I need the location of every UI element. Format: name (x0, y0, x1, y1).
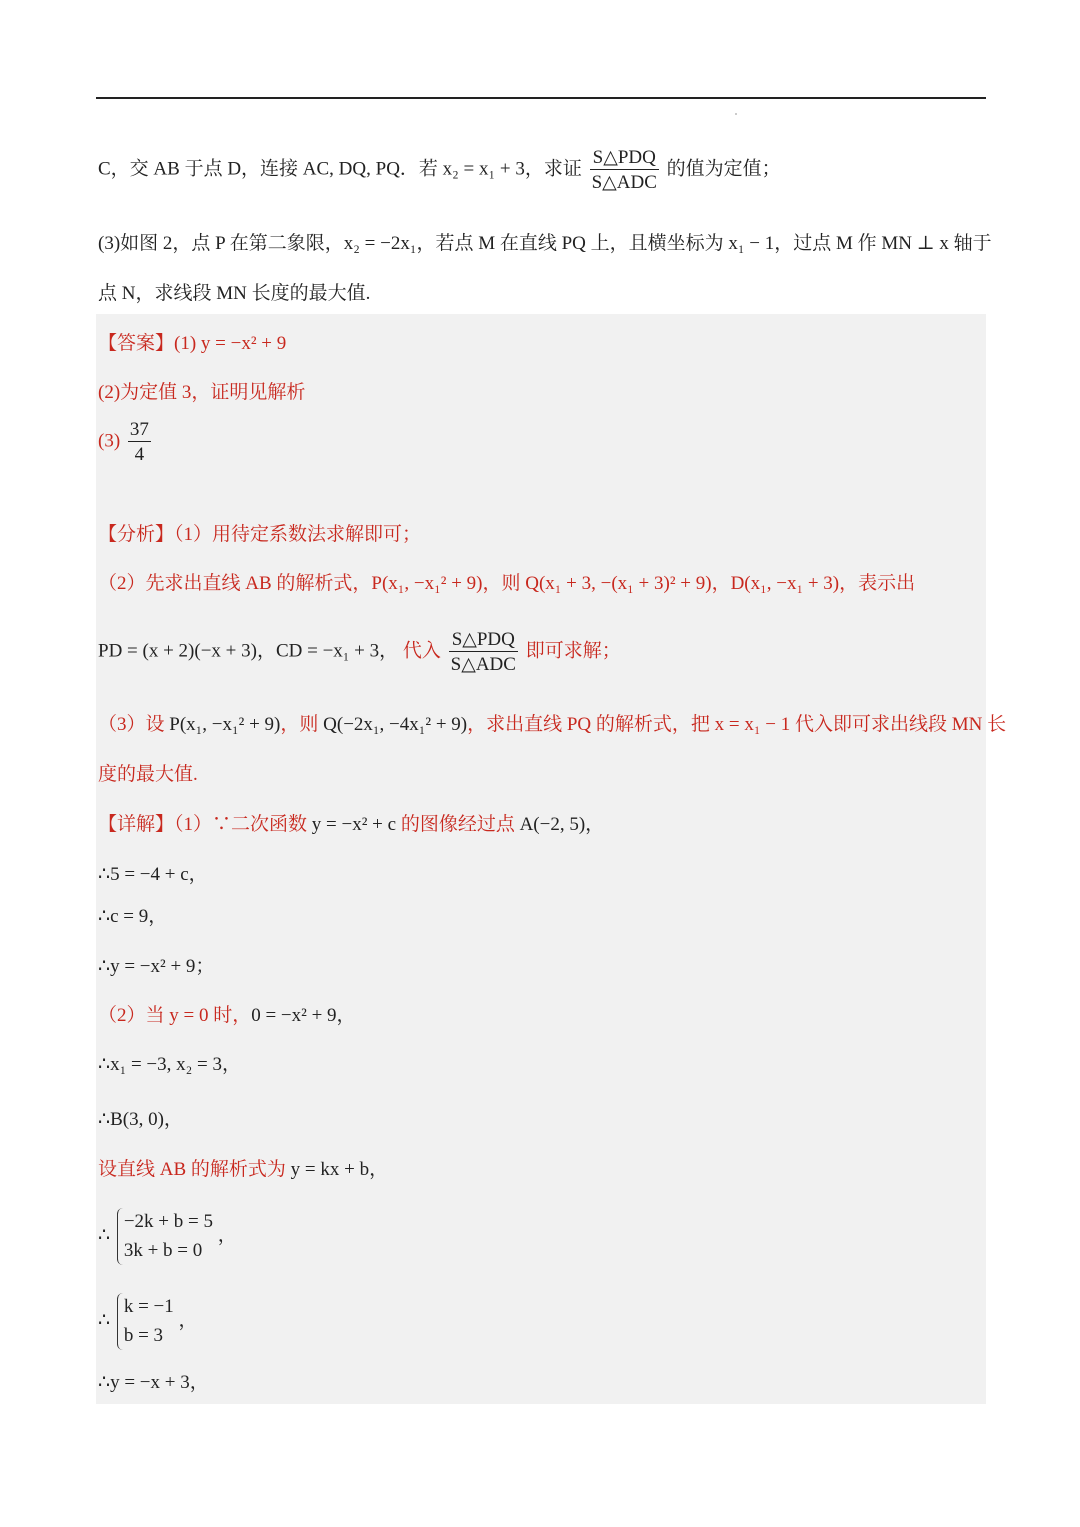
analysis-3-substitute: 代入 (402, 640, 441, 662)
answer-3-numerator: 37 (129, 419, 149, 440)
system-eq-2: b = 3 (123, 1324, 164, 1346)
analysis-2: （2）先求出直线 AB 的解析式，P(x₁, −x₁² + 9)，则 Q(x₁ + 3, −(x₁ + 3)² + 9)，D(x₁, −x₁ + 3)，表示出 (98, 573, 916, 594)
detail-line-1 (98, 815, 604, 834)
problem-part-3-line-2: 点 N，求线段 MN 长度的最大值. (98, 283, 371, 304)
answer-line-1 (98, 334, 286, 353)
detail-1-c: 的图像经过点 (396, 814, 520, 835)
system-eq-1: k = −1 (123, 1296, 174, 1317)
analysis-4-point-q: Q(−2x₁, −4x₁² + 9) (323, 714, 468, 735)
analysis-4-c: ，则 (280, 714, 324, 735)
problem-text: C，交 AB 于点 D，连接 AC, DQ, PQ．若 x₂ = x₁ + 3，求证 (98, 158, 582, 180)
detail-9: ∴y = −x + 3， (98, 1372, 209, 1393)
analysis-line-1 (98, 525, 421, 544)
detail-5-b: 0 = −x² + 9， (251, 1005, 356, 1026)
system-brace (117, 1293, 174, 1350)
fraction-numerator: S△PDQ (590, 148, 659, 170)
equation-system-1 (98, 1208, 237, 1265)
therefore-symbol: ∴ (98, 1224, 111, 1246)
detail-label: 【详解】 (98, 814, 175, 835)
answer-2: (2)为定值 3，证明见解析 (98, 382, 306, 403)
detail-1-d: A(−2, 5) (519, 814, 586, 835)
answer-3-prefix: (3) (98, 430, 121, 452)
detail-5-a: （2）当 y = 0 时， (98, 1005, 252, 1026)
detail-5 (98, 1006, 356, 1025)
answer-1: (1) y = −x² + 9 (174, 333, 287, 354)
fraction-denominator: S△ADC (450, 654, 516, 675)
area-ratio-fraction (590, 148, 659, 192)
answer-label: 【答案】 (98, 333, 175, 354)
therefore-symbol: ∴ (98, 1309, 111, 1331)
system-eq-2: 3k + b = 0 (123, 1239, 203, 1261)
system-brace (117, 1208, 213, 1265)
detail-1-e: ， (585, 814, 605, 835)
analysis-4-e: ，求出直线 PQ 的解析式，把 x = x₁ − 1 代入即可求出线段 MN 长 (467, 714, 1007, 735)
answer-3-denominator: 4 (134, 444, 145, 465)
detail-8-a: 设直线 AB 的解析式为 (98, 1159, 291, 1180)
analysis-4-a: （3）设 (98, 714, 170, 735)
analysis-4-point-p: P(x₁, −x₁² + 9) (169, 714, 281, 735)
system-tail: ， (217, 1224, 237, 1246)
answer-3 (98, 420, 154, 464)
problem-line-2 (98, 148, 781, 192)
fraction-numerator: S△PDQ (449, 630, 518, 652)
system-tail: ， (178, 1309, 198, 1331)
problem-part-3-line-1: (3)如图 2，点 P 在第二象限，x₂ = −2x₁，若点 M 在直线 PQ 上，且横坐标为 x₁ − 1，过点 M 作 MN ⊥ x 轴于 (98, 233, 992, 254)
detail-1-a: （1）∵二次函数 (174, 814, 312, 835)
detail-1-b: y = −x² + c (311, 814, 397, 835)
analysis-1: （1）用待定系数法求解即可； (174, 524, 422, 545)
detail-3: ∴c = 9， (98, 906, 168, 927)
analysis-5: 度的最大值. (98, 764, 198, 785)
detail-8 (98, 1160, 388, 1179)
scan-speck (735, 113, 737, 115)
detail-4: ∴y = −x² + 9； (98, 956, 215, 977)
analysis-3-tail: 即可求解； (525, 640, 621, 662)
analysis-3 (98, 630, 621, 674)
problem-text-tail: 的值为定值； (666, 158, 781, 180)
detail-6: ∴x₁ = −3, x₂ = 3， (98, 1054, 241, 1075)
detail-8-b: y = kx + b， (290, 1159, 389, 1180)
header-rule (96, 97, 986, 99)
analysis-label: 【分析】 (98, 524, 175, 545)
analysis-3-fraction (449, 630, 518, 674)
detail-7: ∴B(3, 0)， (98, 1109, 183, 1130)
analysis-4 (98, 715, 1006, 734)
fraction-denominator: S△ADC (591, 172, 657, 193)
analysis-3-expr: PD = (x + 2)(−x + 3)，CD = −x₁ + 3， (98, 640, 399, 662)
equation-system-2 (98, 1293, 198, 1350)
detail-2: ∴5 = −4 + c， (98, 864, 208, 885)
answer-3-fraction (128, 420, 151, 464)
system-eq-1: −2k + b = 5 (123, 1211, 213, 1232)
